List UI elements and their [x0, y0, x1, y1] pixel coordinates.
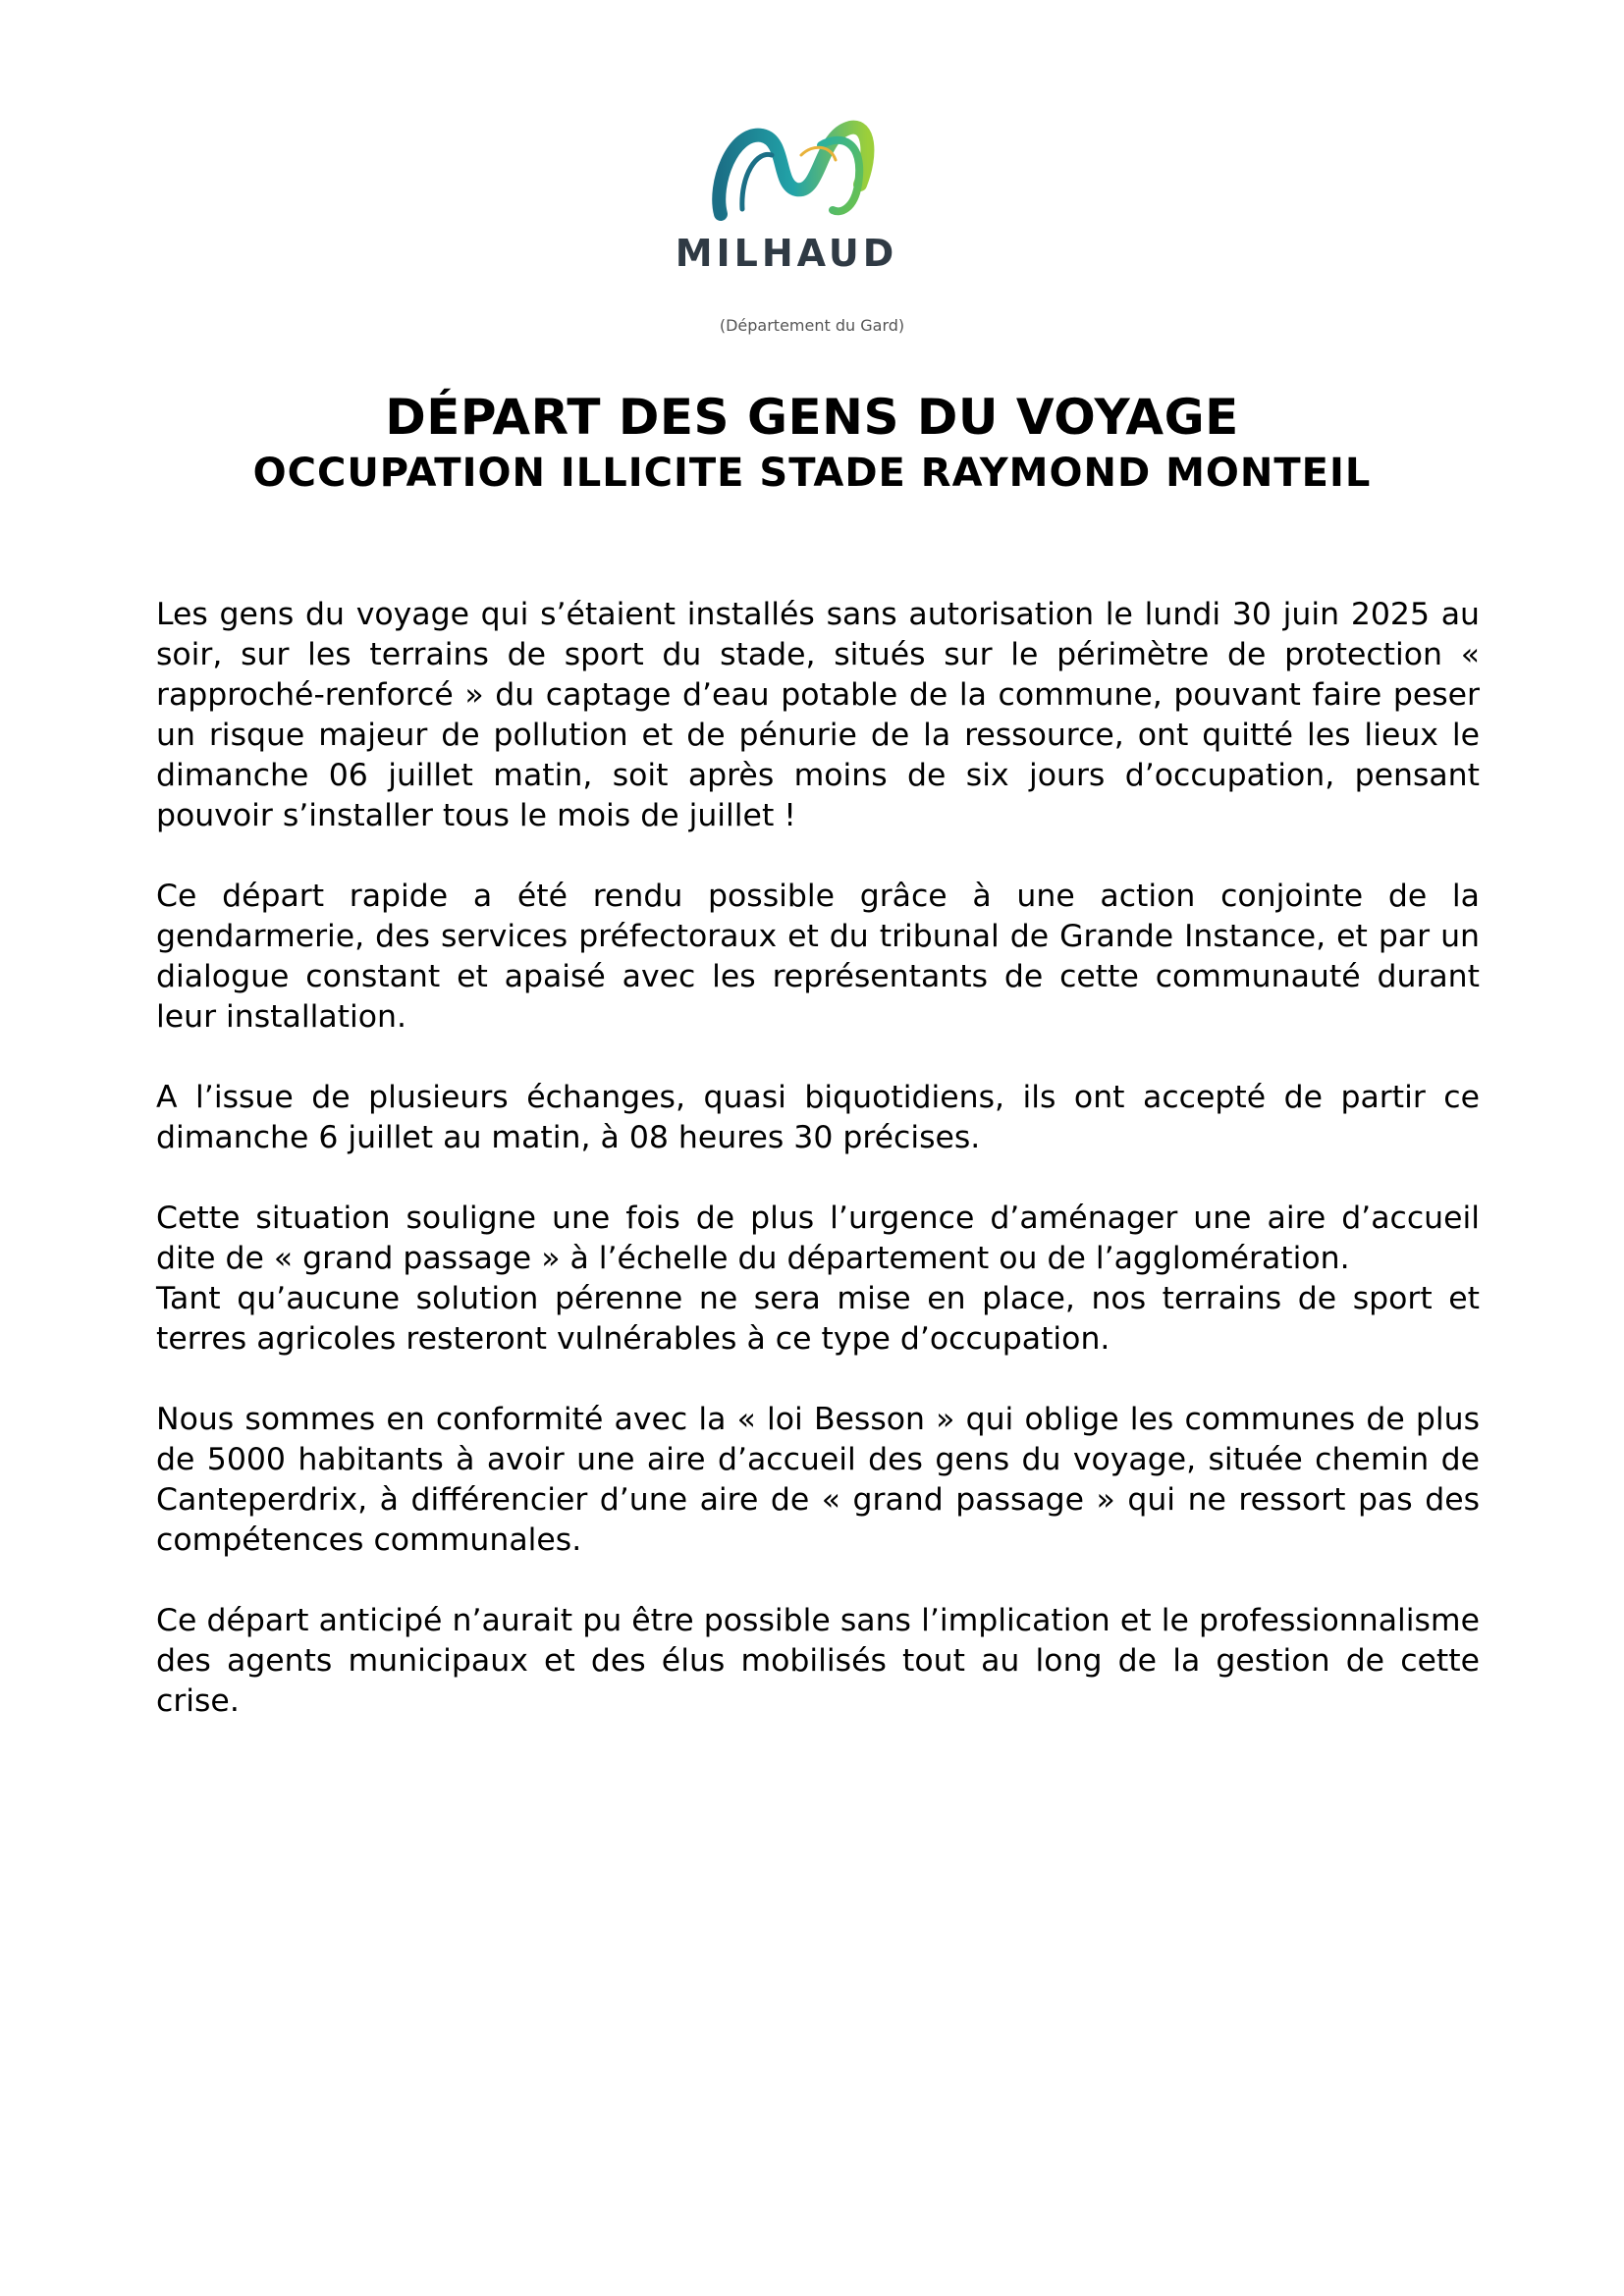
- paragraph-2: Ce départ rapide a été rendu possible grâce à une action conjointe de la gendarmerie, des services préfectoraux et du tribunal de Grande Instance, et par un dialogue constant et apaisé avec les représentants de cette communauté durant leur installation.: [156, 879, 1480, 1035]
- paragraph-7: Ce départ anticipé n’aurait pu être possible sans l’implication et le professionnalisme des agents municipaux et des élus mobilisés tout au long de la gestion de cette crise.: [156, 1603, 1480, 1719]
- page-subtitle: OCCUPATION ILLICITE STADE RAYMOND MONTEIL: [252, 451, 1372, 496]
- page-title: DÉPART DES GENS DU VOYAGE: [385, 389, 1239, 446]
- logo-wordmark: MILHAUD: [675, 232, 898, 275]
- paragraph-5: Tant qu’aucune solution pérenne ne sera mise en place, nos terrains de sport et terres agricoles resteront vulnérables à ce type d’occupation.: [156, 1281, 1480, 1357]
- paragraph-1: Les gens du voyage qui s’étaient installés sans autorisation le lundi 30 juin 2025 au soir, sur les terrains de sport du stade, situés sur le périmètre de protection « rapproché-renforcé » du captage d’eau potable de la commune, pouvant faire peser un risque majeur de pollution et de pénurie de la ressource, ont quitté les lieux le dimanche 06 juillet matin, soit après moins de six jours d’occupation, pensant pouvoir s’installer tous le mois de juillet !: [156, 597, 1480, 833]
- paragraph-6: Nous sommes en conformité avec la « loi Besson » qui oblige les communes de plus de 5000 habitants à avoir une aire d’accueil des gens du voyage, située chemin de Canteperdrix, à différencier d’une aire de « grand passage » qui ne ressort pas des compétences communales.: [156, 1402, 1480, 1558]
- milhaud-logo: [664, 116, 909, 293]
- article-body: [156, 595, 1480, 1762]
- paragraph-3: A l’issue de plusieurs échanges, quasi biquotidiens, ils ont accepté de partir ce dimanche 6 juillet au matin, à 08 heures 30 précises.: [156, 1080, 1480, 1155]
- department-subtitle: (Département du Gard): [719, 316, 905, 335]
- milhaud-wave-icon: [703, 116, 880, 224]
- paragraph-4: Cette situation souligne une fois de plus l’urgence d’aménager une aire d’accueil dite de « grand passage » à l’échelle du département ou de l’agglomération.: [156, 1201, 1480, 1276]
